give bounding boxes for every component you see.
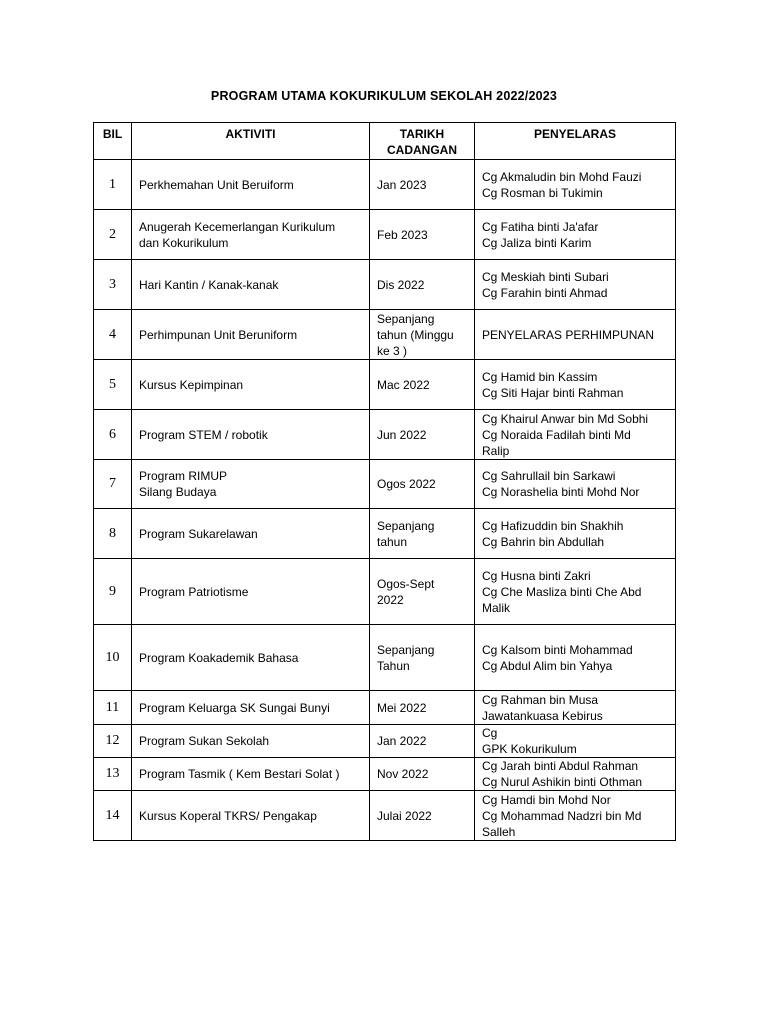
cell-penyelaras-line: Cg Sahrullail bin Sarkawi	[482, 469, 616, 483]
cell-aktiviti	[132, 625, 370, 691]
cell-aktiviti-line: Program Koakademik Bahasa	[139, 650, 299, 665]
cell-tarikh	[370, 725, 475, 758]
cell-penyelaras-line: Jawatankuasa Kebirus	[482, 708, 603, 723]
cell-bil: 2	[94, 210, 132, 260]
cell-aktiviti-line: Program STEM / robotik	[139, 427, 268, 442]
cell-tarikh-line: Jan 2022	[377, 734, 427, 748]
cell-aktiviti	[132, 691, 370, 725]
cell-aktiviti	[132, 791, 370, 841]
table-row	[94, 210, 676, 260]
cell-penyelaras	[475, 260, 676, 310]
cell-bil: 10	[94, 625, 132, 691]
cell-penyelaras	[475, 460, 676, 509]
cell-penyelaras-line: Cg Jarah binti Abdul Rahman	[482, 759, 639, 773]
cell-aktiviti-line: Kursus Koperal TKRS/ Pengakap	[139, 808, 317, 823]
cell-bil: 1	[94, 160, 132, 210]
cell-penyelaras-line: Cg Hamdi bin Mohd Nor	[482, 792, 611, 807]
cell-tarikh	[370, 791, 475, 841]
cell-penyelaras-line: Cg Hafizuddin bin Shakhih	[482, 518, 624, 533]
cell-penyelaras-line: Cg	[482, 726, 498, 740]
cell-tarikh	[370, 210, 475, 260]
table-row	[94, 160, 676, 210]
cell-penyelaras-line: Cg Bahrin bin Abdullah	[482, 534, 605, 549]
cell-aktiviti-line: Program Sukan Sekolah	[139, 734, 270, 748]
cell-tarikh	[370, 691, 475, 725]
cell-penyelaras-line: Cg Noraida Fadilah binti Md	[482, 427, 631, 442]
cell-penyelaras	[475, 725, 676, 758]
cell-aktiviti-line: Anugerah Kecemerlangan Kurikulum	[139, 219, 336, 234]
cell-bil: 8	[94, 509, 132, 559]
cell-penyelaras	[475, 758, 676, 791]
cell-bil: 12	[94, 725, 132, 758]
cell-tarikh-line: Sepanjang	[377, 518, 435, 533]
cell-penyelaras-line: GPK Kokurikulum	[482, 742, 577, 756]
table-row	[94, 260, 676, 310]
cell-bil: 14	[94, 791, 132, 841]
cell-penyelaras-line: Cg Abdul Alim bin Yahya	[482, 658, 613, 673]
cell-aktiviti-line: Program Keluarga SK Sungai Bunyi	[139, 700, 330, 715]
cell-penyelaras-line: Cg Siti Hajar binti Rahman	[482, 385, 624, 400]
cell-aktiviti-line: Perhimpunan Unit Beruniform	[139, 327, 298, 342]
cell-penyelaras	[475, 559, 676, 625]
cell-tarikh-line: Jan 2023	[377, 177, 427, 192]
cell-aktiviti	[132, 360, 370, 410]
header-bil: BIL	[94, 123, 132, 160]
cell-penyelaras-line: Salleh	[482, 824, 516, 839]
table-row	[94, 725, 676, 758]
cell-aktiviti	[132, 758, 370, 791]
cell-tarikh-line: Sepanjang	[377, 311, 435, 326]
cell-tarikh	[370, 758, 475, 791]
cell-tarikh	[370, 559, 475, 625]
cell-tarikh	[370, 625, 475, 691]
cell-aktiviti	[132, 310, 370, 360]
table-row	[94, 791, 676, 841]
cell-aktiviti	[132, 410, 370, 460]
cell-aktiviti	[132, 725, 370, 758]
cell-tarikh-line: Mac 2022	[377, 377, 430, 392]
cell-bil: 13	[94, 758, 132, 791]
table-row	[94, 360, 676, 410]
cell-aktiviti-line: Program RIMUP	[139, 469, 228, 483]
table-row	[94, 410, 676, 460]
cell-aktiviti-line: Silang Budaya	[139, 485, 217, 499]
cell-aktiviti-line: Perkhemahan Unit Beruiform	[139, 177, 294, 192]
header-tarikh	[370, 123, 475, 160]
table-row	[94, 460, 676, 509]
cell-bil: 5	[94, 360, 132, 410]
cell-penyelaras	[475, 310, 676, 360]
cell-penyelaras	[475, 410, 676, 460]
cell-tarikh-line: Ogos 2022	[377, 477, 436, 491]
header-penyelaras: PENYELARAS	[475, 123, 676, 160]
cell-penyelaras-line: Cg Kalsom binti Mohammad	[482, 642, 633, 657]
cell-aktiviti-line: Program Patriotisme	[139, 584, 249, 599]
cell-aktiviti-line: dan Kokurikulum	[139, 235, 229, 250]
cell-tarikh-line: Julai 2022	[377, 808, 432, 823]
cell-tarikh-line: ke 3 )	[377, 343, 408, 358]
cell-aktiviti-line: Program Tasmik ( Kem Bestari Solat )	[139, 767, 340, 781]
cell-penyelaras-line: Cg Rosman bi Tukimin	[482, 185, 603, 200]
cell-penyelaras-line: Cg Rahman bin Musa	[482, 692, 599, 707]
cell-penyelaras-line: Ralip	[482, 443, 510, 458]
cell-penyelaras-line: Cg Khairul Anwar bin Md Sobhi	[482, 411, 649, 426]
cell-penyelaras	[475, 625, 676, 691]
cell-aktiviti	[132, 509, 370, 559]
cell-aktiviti-line: Kursus Kepimpinan	[139, 377, 244, 392]
cell-bil: 3	[94, 260, 132, 310]
cell-tarikh-line: Jun 2022	[377, 427, 427, 442]
cell-penyelaras	[475, 210, 676, 260]
cell-penyelaras	[475, 791, 676, 841]
cell-tarikh	[370, 509, 475, 559]
table-body	[94, 160, 676, 841]
cell-tarikh-line: Nov 2022	[377, 767, 429, 781]
cell-aktiviti	[132, 210, 370, 260]
cell-tarikh-line: tahun (Minggu	[377, 327, 454, 342]
cell-aktiviti	[132, 559, 370, 625]
cell-penyelaras-line: Cg Jaliza binti Karim	[482, 235, 592, 250]
cell-penyelaras-line: Cg Nurul Ashikin binti Othman	[482, 775, 643, 789]
cell-tarikh	[370, 410, 475, 460]
cell-tarikh	[370, 160, 475, 210]
cell-tarikh-line: Tahun	[377, 658, 410, 673]
cell-tarikh-line: Mei 2022	[377, 700, 427, 715]
table-row	[94, 559, 676, 625]
cell-bil: 6	[94, 410, 132, 460]
cell-tarikh-line: 2022	[377, 592, 404, 607]
cell-aktiviti	[132, 160, 370, 210]
cell-tarikh	[370, 360, 475, 410]
table-row	[94, 691, 676, 725]
cell-bil: 7	[94, 460, 132, 509]
table-row	[94, 758, 676, 791]
cell-tarikh-line: Sepanjang	[377, 642, 435, 657]
cell-tarikh-line: Dis 2022	[377, 277, 425, 292]
cell-penyelaras-line: PENYELARAS PERHIMPUNAN	[482, 327, 655, 342]
table-row	[94, 509, 676, 559]
table-header-row	[94, 123, 676, 160]
cell-aktiviti-line: Hari Kantin / Kanak-kanak	[139, 277, 279, 292]
cell-penyelaras	[475, 509, 676, 559]
cell-penyelaras-line: Malik	[482, 600, 511, 615]
cell-penyelaras-line: Cg Akmaludin bin Mohd Fauzi	[482, 169, 642, 184]
cell-tarikh-line: tahun	[377, 534, 408, 549]
cell-tarikh	[370, 260, 475, 310]
header-aktiviti: AKTIVITI	[132, 123, 370, 160]
cell-bil: 11	[94, 691, 132, 725]
cell-aktiviti	[132, 260, 370, 310]
cell-tarikh-line: Feb 2023	[377, 227, 428, 242]
cell-penyelaras	[475, 360, 676, 410]
table-row	[94, 310, 676, 360]
program-table	[93, 122, 676, 841]
cell-penyelaras-line: Cg Husna binti Zakri	[482, 568, 591, 583]
cell-penyelaras-line: Cg Mohammad Nadzri bin Md	[482, 808, 642, 823]
cell-penyelaras-line: Cg Hamid bin Kassim	[482, 369, 598, 384]
cell-aktiviti	[132, 460, 370, 509]
cell-penyelaras-line: Cg Meskiah binti Subari	[482, 269, 609, 284]
cell-tarikh-line: Ogos-Sept	[377, 576, 435, 591]
cell-tarikh	[370, 310, 475, 360]
cell-penyelaras-line: Cg Fatiha binti Ja'afar	[482, 219, 599, 234]
cell-penyelaras	[475, 691, 676, 725]
cell-tarikh	[370, 460, 475, 509]
cell-bil: 4	[94, 310, 132, 360]
cell-penyelaras-line: Cg Farahin binti Ahmad	[482, 285, 608, 300]
cell-bil: 9	[94, 559, 132, 625]
header-tarikh-line1: TARIKH	[399, 127, 445, 141]
header-tarikh-line2: CADANGAN	[387, 143, 457, 157]
cell-aktiviti-line: Program Sukarelawan	[139, 526, 258, 541]
cell-penyelaras-line: Cg Norashelia binti Mohd Nor	[482, 485, 640, 499]
page-title: PROGRAM UTAMA KOKURIKULUM SEKOLAH 2022/2023	[210, 89, 558, 103]
cell-penyelaras	[475, 160, 676, 210]
table-row	[94, 625, 676, 691]
cell-penyelaras-line: Cg Che Masliza binti Che Abd	[482, 584, 642, 599]
